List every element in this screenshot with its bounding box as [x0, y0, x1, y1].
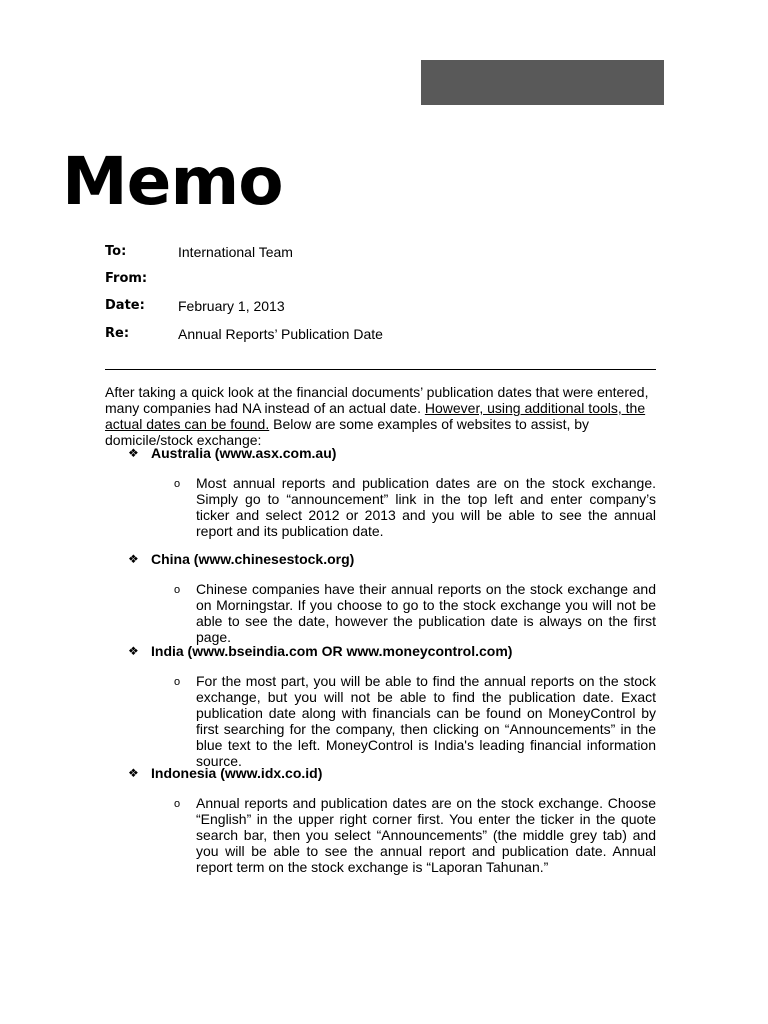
- diamond-bullet-icon: ❖: [128, 766, 139, 780]
- section-heading: [128, 643, 656, 659]
- date-label: Date:: [105, 298, 145, 313]
- section-item: [128, 673, 656, 769]
- section-australia: [128, 445, 656, 539]
- intro-text-2: Below are some examples of websites to assist, by domicile/stock exchange:: [105, 416, 590, 448]
- header-grey-bar: [421, 60, 664, 105]
- item-text: Chinese companies have their annual reports on the stock exchange and on Morningstar. If you choose to go to the stock exchange you will not be able to see the date, however the publication date is always on the first page.: [196, 581, 656, 645]
- circle-bullet-icon: o: [174, 584, 181, 596]
- heading-text: India (www.bseindia.com OR www.moneycontrol.com): [151, 643, 513, 659]
- section-heading: [128, 765, 656, 781]
- circle-bullet-icon: o: [174, 798, 181, 810]
- heading-text: China (www.chinesestock.org): [151, 551, 355, 567]
- circle-bullet-icon: o: [174, 676, 181, 688]
- section-heading: [128, 551, 656, 567]
- from-label: From:: [105, 271, 148, 286]
- section-china: [128, 551, 656, 645]
- item-text: Annual reports and publication dates are on the stock exchange. Choose “English” in the upper right corner first. You enter the ticker in the quote search bar, then you select “Announcements” (the middle grey tab) and you will be able to see the annual report and publication date. Annual report term on the stock exchange is “Laporan Tahunan.”: [196, 795, 656, 875]
- item-text: Most annual reports and publication dates are on the stock exchange. Simply go to “announcement” link in the top left and enter company’s ticker and select 2012 or 2013 and you will be able to see the annual report and its publication date.: [196, 475, 656, 539]
- diamond-bullet-icon: ❖: [128, 552, 139, 566]
- intro-underlined-text: However, using additional tools, the actual dates can be found.: [105, 400, 646, 432]
- re-value: Annual Reports’ Publication Date: [178, 326, 383, 342]
- section-indonesia: [128, 765, 656, 875]
- re-label: Re:: [105, 326, 130, 341]
- heading-text: Indonesia (www.idx.co.id): [151, 765, 323, 781]
- to-label: To:: [105, 244, 127, 259]
- intro-text-1: After taking a quick look at the financial documents’ publication dates that were entered, many companies had NA instead of an actual date.: [105, 384, 649, 416]
- heading-text: Australia (www.asx.com.au): [151, 445, 337, 461]
- item-text: For the most part, you will be able to find the annual reports on the stock exchange, but you will not be able to find the publication date. Exact publication date along with financials can be found on MoneyControl by first searching for the company, then clicking on “Announcements” in the blue text to the left. MoneyControl is India's leading financial information source.: [196, 673, 656, 769]
- section-item: [128, 581, 656, 645]
- memo-title: Memo: [62, 143, 283, 220]
- circle-bullet-icon: o: [174, 478, 181, 490]
- date-value: February 1, 2013: [178, 298, 285, 314]
- intro-paragraph: [105, 384, 656, 448]
- section-item: [128, 795, 656, 875]
- section-item: [128, 475, 656, 539]
- header-divider: [105, 369, 656, 370]
- section-india: [128, 643, 656, 769]
- diamond-bullet-icon: ❖: [128, 644, 139, 658]
- to-value: International Team: [178, 244, 293, 260]
- diamond-bullet-icon: ❖: [128, 446, 139, 460]
- section-heading: [128, 445, 656, 461]
